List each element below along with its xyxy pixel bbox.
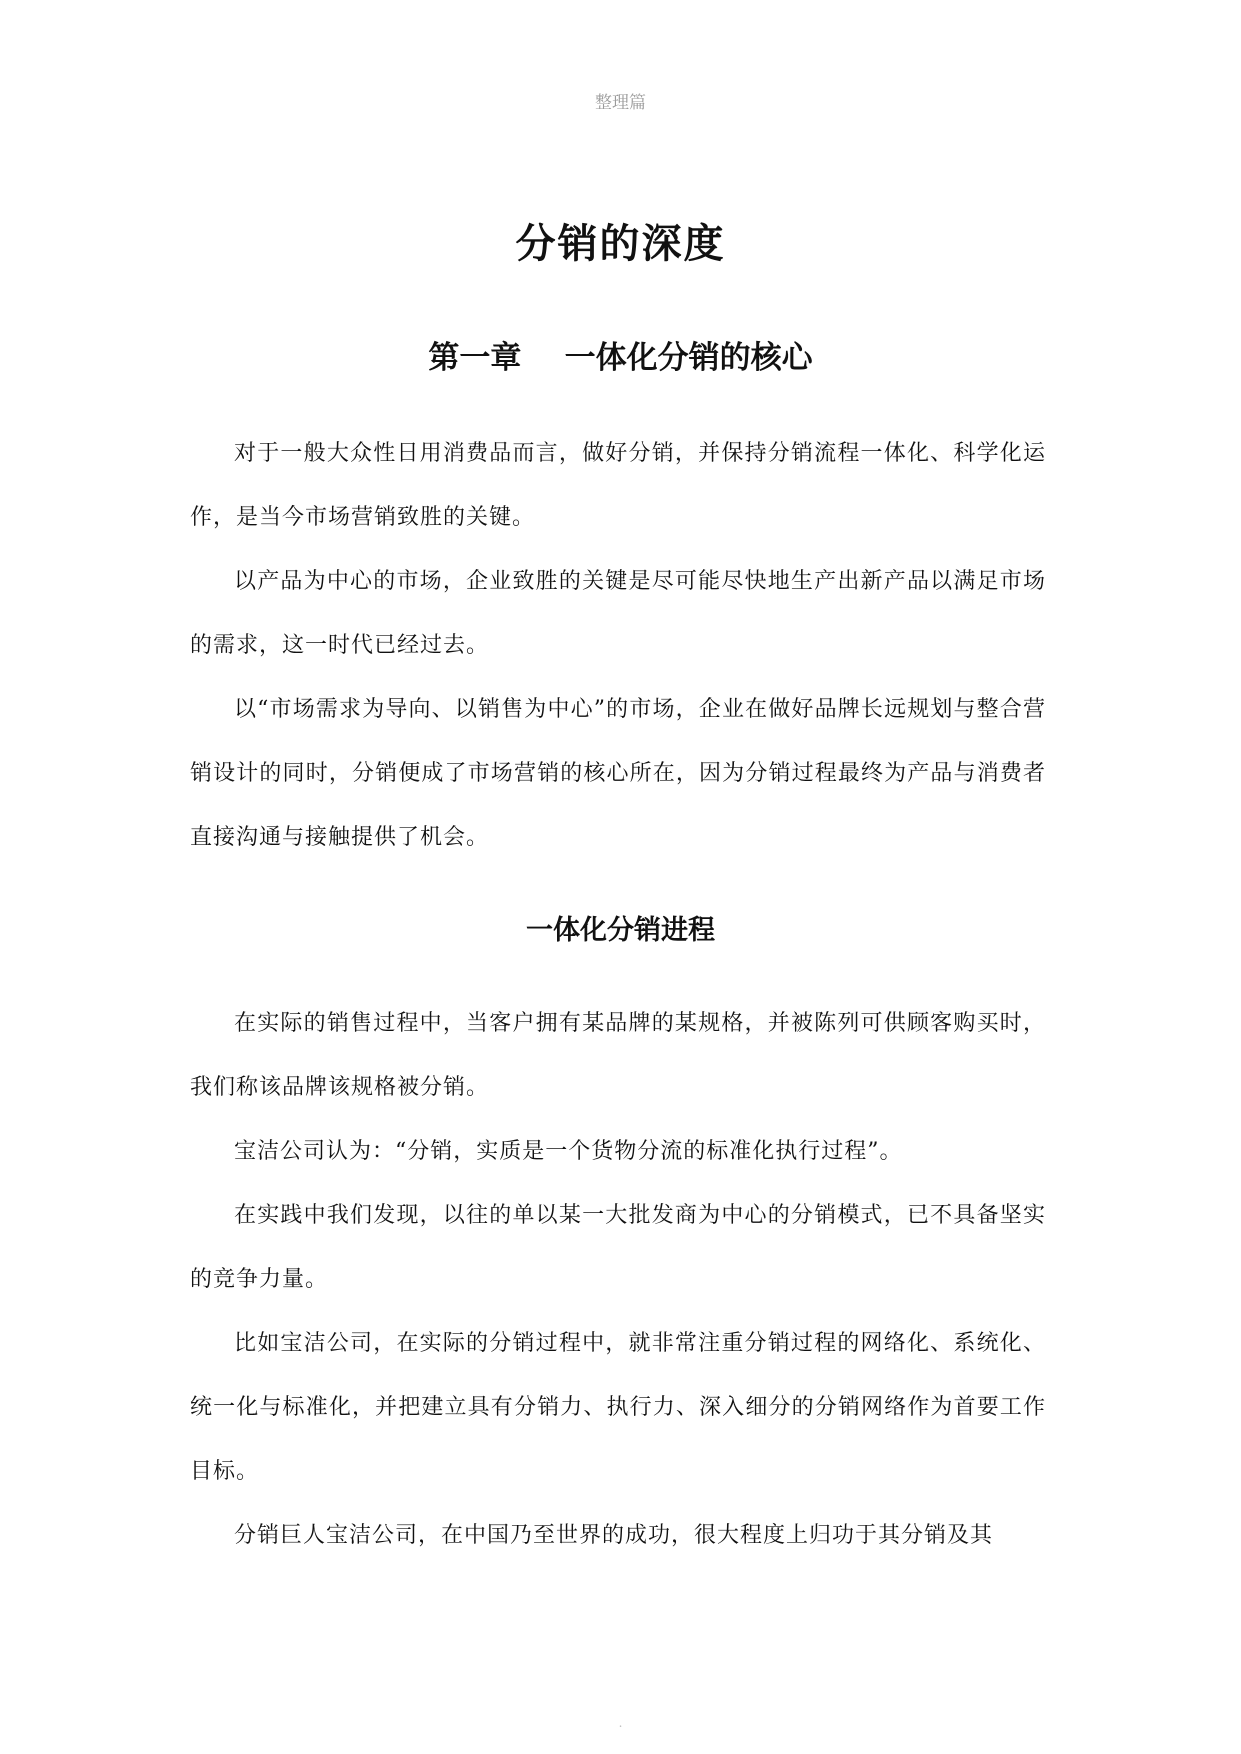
running-header: 整理篇 (595, 93, 646, 113)
chapter-title: 第一章 一体化分销的核心 (428, 340, 813, 376)
paragraph: 分销巨人宝洁公司，在中国乃至世界的成功，很大程度上归功于其分销及其 (234, 1523, 994, 1548)
paragraph: 在实际的销售过程中，当客户拥有某品牌的某规格，并被陈列可供顾客购买时，我们称该品牌该规格被分销。 (190, 1011, 1046, 1100)
chapter-intro (190, 422, 1046, 870)
section-body (190, 992, 1046, 1568)
paragraph: 比如宝洁公司，在实际的分销过程中，就非常注重分销过程的网络化、系统化、统一化与标准化，并把建立具有分销力、执行力、深入细分的分销网络作为首要工作目标。 (190, 1331, 1046, 1484)
section-title: 一体化分销进程 (526, 915, 715, 946)
paragraph: 以“市场需求为导向、以销售为中心”的市场，企业在做好品牌长远规划与整合营销设计的同时，分销便成了市场营销的核心所在，因为分销过程最终为产品与消费者直接沟通与接触提供了机会。 (190, 697, 1046, 850)
paragraph: 宝洁公司认为：“分销，实质是一个货物分流的标准化执行过程”。 (234, 1139, 903, 1164)
paragraph: 对于一般大众性日用消费品而言，做好分销，并保持分销流程一体化、科学化运作，是当今市场营销致胜的关键。 (190, 441, 1046, 530)
document-title: 分销的深度 (515, 221, 726, 267)
paragraph: 在实践中我们发现，以往的单以某一大批发商为中心的分销模式，已不具备坚实的竞争力量。 (190, 1203, 1046, 1292)
page-footer-mark: . (618, 1716, 623, 1730)
paragraph: 以产品为中心的市场，企业致胜的关键是尽可能尽快地生产出新产品以满足市场的需求，这一时代已经过去。 (190, 569, 1046, 658)
